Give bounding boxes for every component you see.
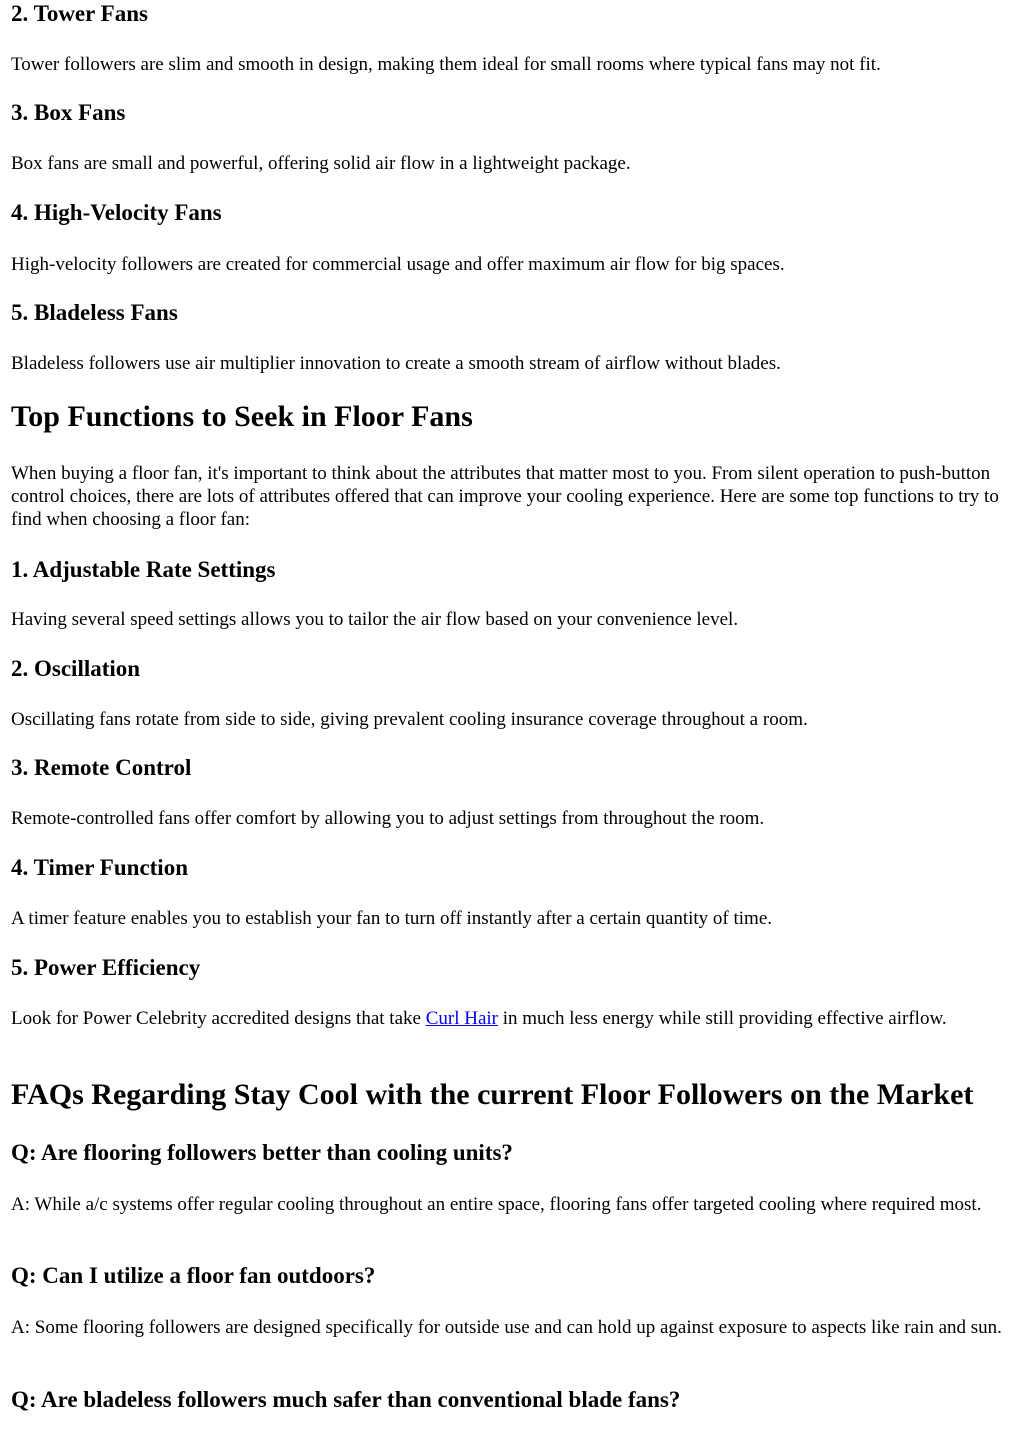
section-heading-tower-fans: 2. Tower Fans bbox=[11, 1, 148, 26]
faq-answer-2: A: Some flooring followers are designed specifically for outside use and can hold up against exposure to aspects like rain and sun. bbox=[11, 1317, 1002, 1338]
paragraph-remote-control: Remote-controlled fans offer comfort by allowing you to adjust settings from throughout the room. bbox=[11, 808, 765, 829]
paragraph-functions-intro: When buying a floor fan, it's important to think about the attributes that matter most to you. From silent operation to push-button control choices, there are lots of attributes offered that can improve your cooling experience. Here are some top functions to try to find when choosing a floor fan: bbox=[11, 463, 999, 530]
paragraph-bladeless-fans: Bladeless followers use air multiplier innovation to create a smooth stream of airflow without blades. bbox=[11, 353, 781, 374]
paragraph-timer-function: A timer feature enables you to establish your fan to turn off instantly after a certain quantity of time. bbox=[11, 908, 773, 929]
section-heading-timer-function: 4. Timer Function bbox=[11, 855, 188, 880]
section-heading-adjustable-rate: 1. Adjustable Rate Settings bbox=[11, 557, 276, 582]
power-efficiency-text-after: in much less energy while still providing effective airflow. bbox=[498, 1008, 947, 1029]
faq-question-2: Q: Can I utilize a floor fan outdoors? bbox=[11, 1263, 376, 1288]
curl-hair-link[interactable]: Curl Hair bbox=[425, 1008, 498, 1029]
paragraph-adjustable-rate: Having several speed settings allows you to tailor the air flow based on your convenience level. bbox=[11, 609, 739, 630]
section-title-faqs: FAQs Regarding Stay Cool with the current Floor Followers on the Market bbox=[11, 1078, 974, 1111]
paragraph-tower-fans: Tower followers are slim and smooth in design, making them ideal for small rooms where typical fans may not fit. bbox=[11, 54, 881, 75]
section-heading-remote-control: 3. Remote Control bbox=[11, 755, 192, 780]
paragraph-high-velocity-fans: High-velocity followers are created for commercial usage and offer maximum air flow for big spaces. bbox=[11, 254, 785, 275]
section-title-top-functions: Top Functions to Seek in Floor Fans bbox=[11, 400, 473, 433]
section-heading-high-velocity-fans: 4. High-Velocity Fans bbox=[11, 200, 222, 225]
paragraph-oscillation: Oscillating fans rotate from side to side, giving prevalent cooling insurance coverage throughout a room. bbox=[11, 709, 808, 730]
section-heading-bladeless-fans: 5. Bladeless Fans bbox=[11, 300, 178, 325]
section-heading-box-fans: 3. Box Fans bbox=[11, 100, 126, 125]
section-heading-power-efficiency: 5. Power Efficiency bbox=[11, 955, 201, 980]
power-efficiency-text-before: Look for Power Celebrity accredited designs that take bbox=[11, 1008, 426, 1029]
section-heading-oscillation: 2. Oscillation bbox=[11, 656, 141, 681]
faq-question-1: Q: Are flooring followers better than cooling units? bbox=[11, 1140, 513, 1165]
faq-question-3: Q: Are bladeless followers much safer than conventional blade fans? bbox=[11, 1387, 681, 1412]
faq-answer-1: A: While a/c systems offer regular cooling throughout an entire space, flooring fans offer targeted cooling where required most. bbox=[11, 1194, 982, 1215]
paragraph-power-efficiency bbox=[11, 1007, 1013, 1030]
paragraph-box-fans: Box fans are small and powerful, offering solid air flow in a lightweight package. bbox=[11, 153, 631, 174]
